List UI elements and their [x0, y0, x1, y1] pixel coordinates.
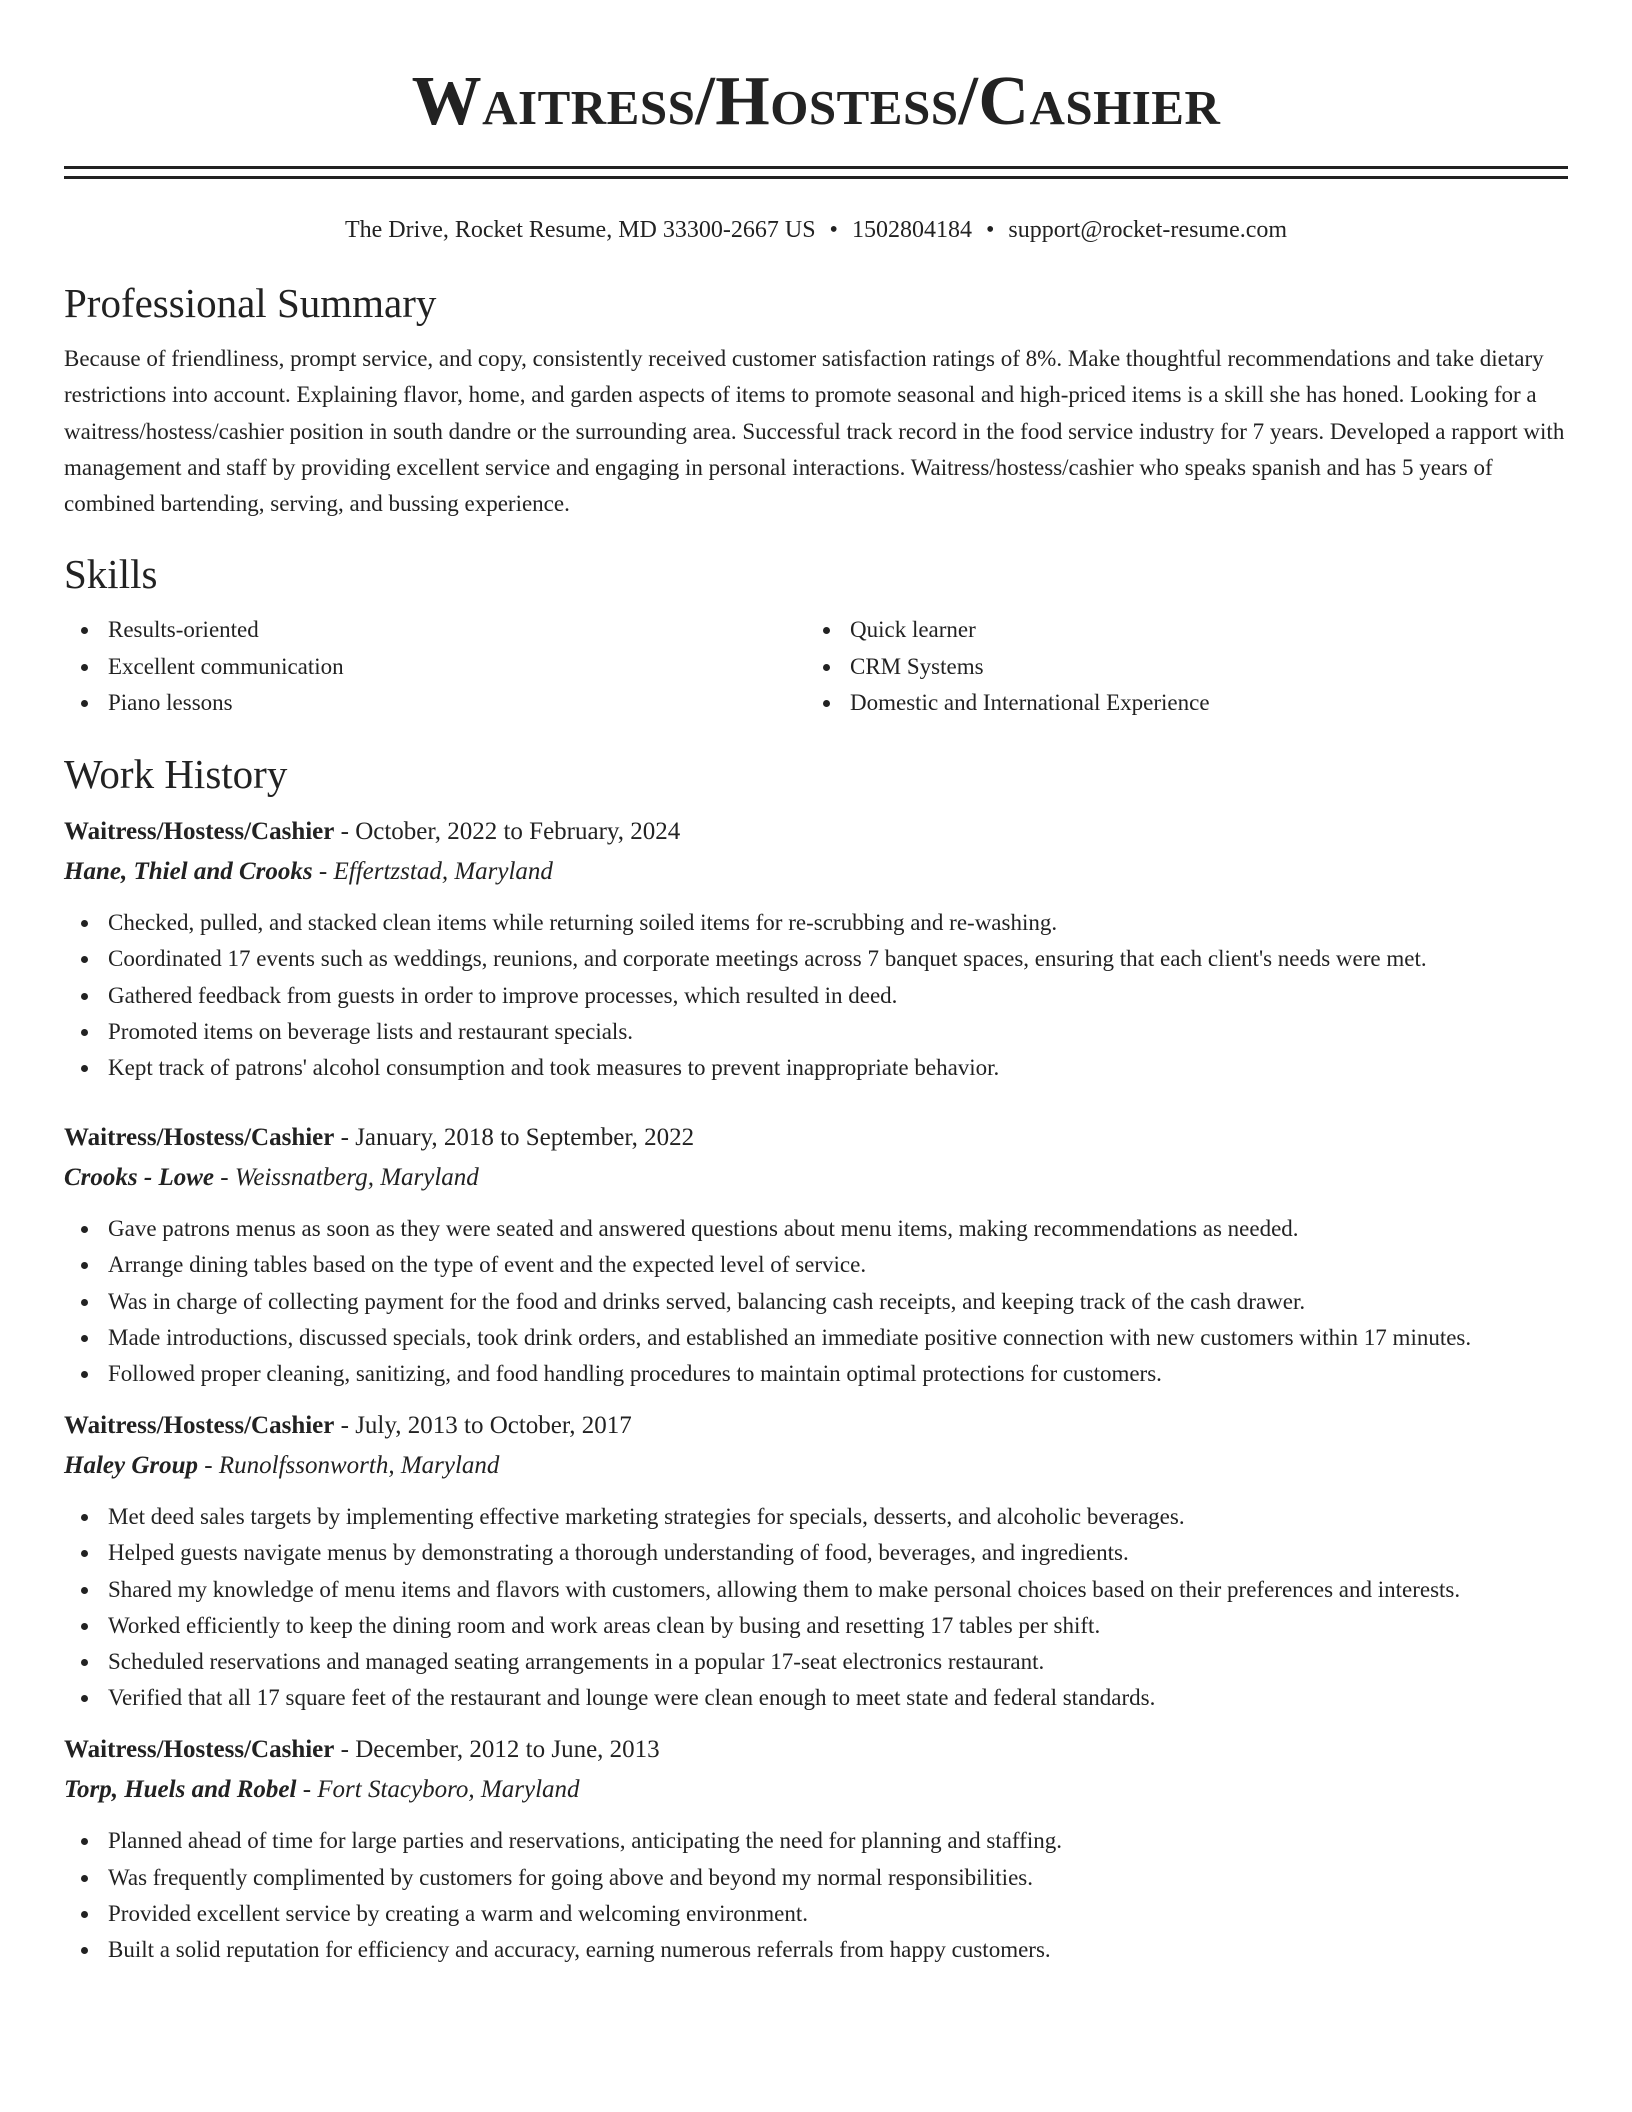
job-bullets: [64, 1211, 1568, 1392]
job-bullet: Built a solid reputation for efficiency and accuracy, earning numerous referrals from happy customers.: [64, 1932, 1568, 1968]
skills-list: [64, 612, 1568, 721]
work-history-heading: Work History: [64, 751, 288, 798]
job-company: Hane, Thiel and Crooks: [64, 858, 313, 886]
job-entry: [64, 812, 1568, 1086]
job-bullets: [64, 905, 1568, 1086]
header-rule-top: [64, 166, 1568, 169]
job-company: Haley Group: [64, 1452, 199, 1480]
job-role: Waitress/Hostess/Cashier: [64, 1124, 335, 1152]
contact-line: [64, 213, 1568, 247]
header-rule-bottom: [64, 176, 1568, 179]
job-bullets: [64, 1823, 1568, 1968]
job-location: - Runolfssonworth, Maryland: [198, 1452, 500, 1480]
job-role: Waitress/Hostess/Cashier: [64, 1736, 335, 1764]
job-location: - Weissnatberg, Maryland: [214, 1164, 479, 1192]
contact-separator: •: [985, 217, 995, 243]
resume-page: [64, 0, 1568, 1968]
skill-item: CRM Systems: [806, 649, 1548, 685]
job-heading: [64, 812, 1568, 852]
job-bullet: Met deed sales targets by implementing effective marketing strategies for specials, desserts, and alcoholic beverages.: [64, 1499, 1568, 1535]
job-entry: [64, 1118, 1568, 1392]
job-bullet: Gave patrons menus as soon as they were seated and answered questions about menu items, making recommendations as needed.: [64, 1211, 1568, 1247]
job-company-line: [64, 1446, 1568, 1486]
skill-item: Piano lessons: [64, 685, 806, 721]
job-bullet: Followed proper cleaning, sanitizing, and food handling procedures to maintain optimal protections for customers.: [64, 1356, 1568, 1392]
skill-item: Results-oriented: [64, 612, 806, 648]
job-company-line: [64, 1158, 1568, 1198]
job-bullet: Checked, pulled, and stacked clean items while returning soiled items for re-scrubbing and re-washing.: [64, 905, 1568, 941]
job-bullet: Gathered feedback from guests in order to improve processes, which resulted in deed.: [64, 978, 1568, 1014]
job-bullet: Coordinated 17 events such as weddings, reunions, and corporate meetings across 7 banquet spaces, ensuring that each client's needs were met.: [64, 941, 1568, 977]
job-bullet: Promoted items on beverage lists and restaurant specials.: [64, 1014, 1568, 1050]
job-company-line: [64, 1770, 1568, 1810]
job-bullets: [64, 1499, 1568, 1716]
job-heading: [64, 1118, 1568, 1158]
job-role: Waitress/Hostess/Cashier: [64, 1412, 335, 1440]
skills-heading: Skills: [64, 551, 158, 598]
skills-column-right: [806, 612, 1548, 721]
job-dates: - July, 2013 to October, 2017: [334, 1412, 632, 1440]
contact-address: The Drive, Rocket Resume, MD 33300-2667 US: [344, 217, 816, 243]
job-heading: [64, 1730, 1568, 1770]
skills-column-left: [64, 612, 806, 721]
job-bullet: Provided excellent service by creating a warm and welcoming environment.: [64, 1896, 1568, 1932]
job-company-line: [64, 852, 1568, 892]
contact-phone: 1502804184: [851, 217, 972, 243]
summary-text: Because of friendliness, prompt service, and copy, consistently received customer satisfaction ratings of 8%. Make thoughtful recommendations and take dietary restrictions into account. Explaining flavor, home, and garden aspects of items to promote seasonal and high-priced items is a skill she has honed. Looking for a waitress/hostess/cashier position in south dandre or the surrounding area. Successful track record in the food service industry for 7 years. Developed a rapport with management and staff by providing excellent service and engaging in personal interactions. Waitress/hostess/cashier who speaks spanish and has 5 years of combined bartending, serving, and bussing experience.: [64, 346, 1565, 517]
job-bullet: Planned ahead of time for large parties and reservations, anticipating the need for planning and staffing.: [64, 1823, 1568, 1859]
job-bullet: Was in charge of collecting payment for the food and drinks served, balancing cash receipts, and keeping track of the cash drawer.: [64, 1284, 1568, 1320]
job-location: - Fort Stacyboro, Maryland: [296, 1776, 580, 1804]
job-company: Crooks - Lowe: [64, 1164, 214, 1192]
job-entry: [64, 1406, 1568, 1716]
job-dates: - October, 2022 to February, 2024: [334, 818, 681, 846]
summary-heading: Professional Summary: [64, 280, 437, 326]
job-dates: - January, 2018 to September, 2022: [334, 1124, 695, 1152]
job-bullet: Helped guests navigate menus by demonstrating a thorough understanding of food, beverages, and ingredients.: [64, 1535, 1568, 1571]
job-bullet: Scheduled reservations and managed seating arrangements in a popular 17-seat electronics restaurant.: [64, 1644, 1568, 1680]
job-heading: [64, 1406, 1568, 1446]
job-bullet: Verified that all 17 square feet of the restaurant and lounge were clean enough to meet state and federal standards.: [64, 1680, 1568, 1716]
job-bullet: Shared my knowledge of menu items and flavors with customers, allowing them to make personal choices based on their preferences and interests.: [64, 1572, 1568, 1608]
skill-item: Excellent communication: [64, 649, 806, 685]
job-bullet: Worked efficiently to keep the dining room and work areas clean by busing and resetting 17 tables per shift.: [64, 1608, 1568, 1644]
job-role: Waitress/Hostess/Cashier: [64, 818, 335, 846]
job-company: Torp, Huels and Robel: [64, 1776, 297, 1804]
job-bullet: Arrange dining tables based on the type of event and the expected level of service.: [64, 1247, 1568, 1283]
skill-item: Domestic and International Experience: [806, 685, 1548, 721]
contact-email: support@rocket-resume.com: [1008, 217, 1288, 243]
contact-separator: •: [829, 217, 838, 243]
job-bullet: Kept track of patrons' alcohol consumption and took measures to prevent inappropriate behavior.: [64, 1050, 1568, 1086]
job-dates: - December, 2012 to June, 2013: [334, 1736, 660, 1764]
job-bullet: Made introductions, discussed specials, took drink orders, and established an immediate positive connection with new customers within 17 minutes.: [64, 1320, 1568, 1356]
job-entry: [64, 1730, 1568, 1968]
skill-item: Quick learner: [806, 612, 1548, 648]
resume-name: Waitress/Hostess/Cashier: [411, 63, 1221, 140]
job-bullet: Was frequently complimented by customers for going above and beyond my normal responsibilities.: [64, 1860, 1568, 1896]
job-location: - Effertzstad, Maryland: [312, 858, 553, 886]
